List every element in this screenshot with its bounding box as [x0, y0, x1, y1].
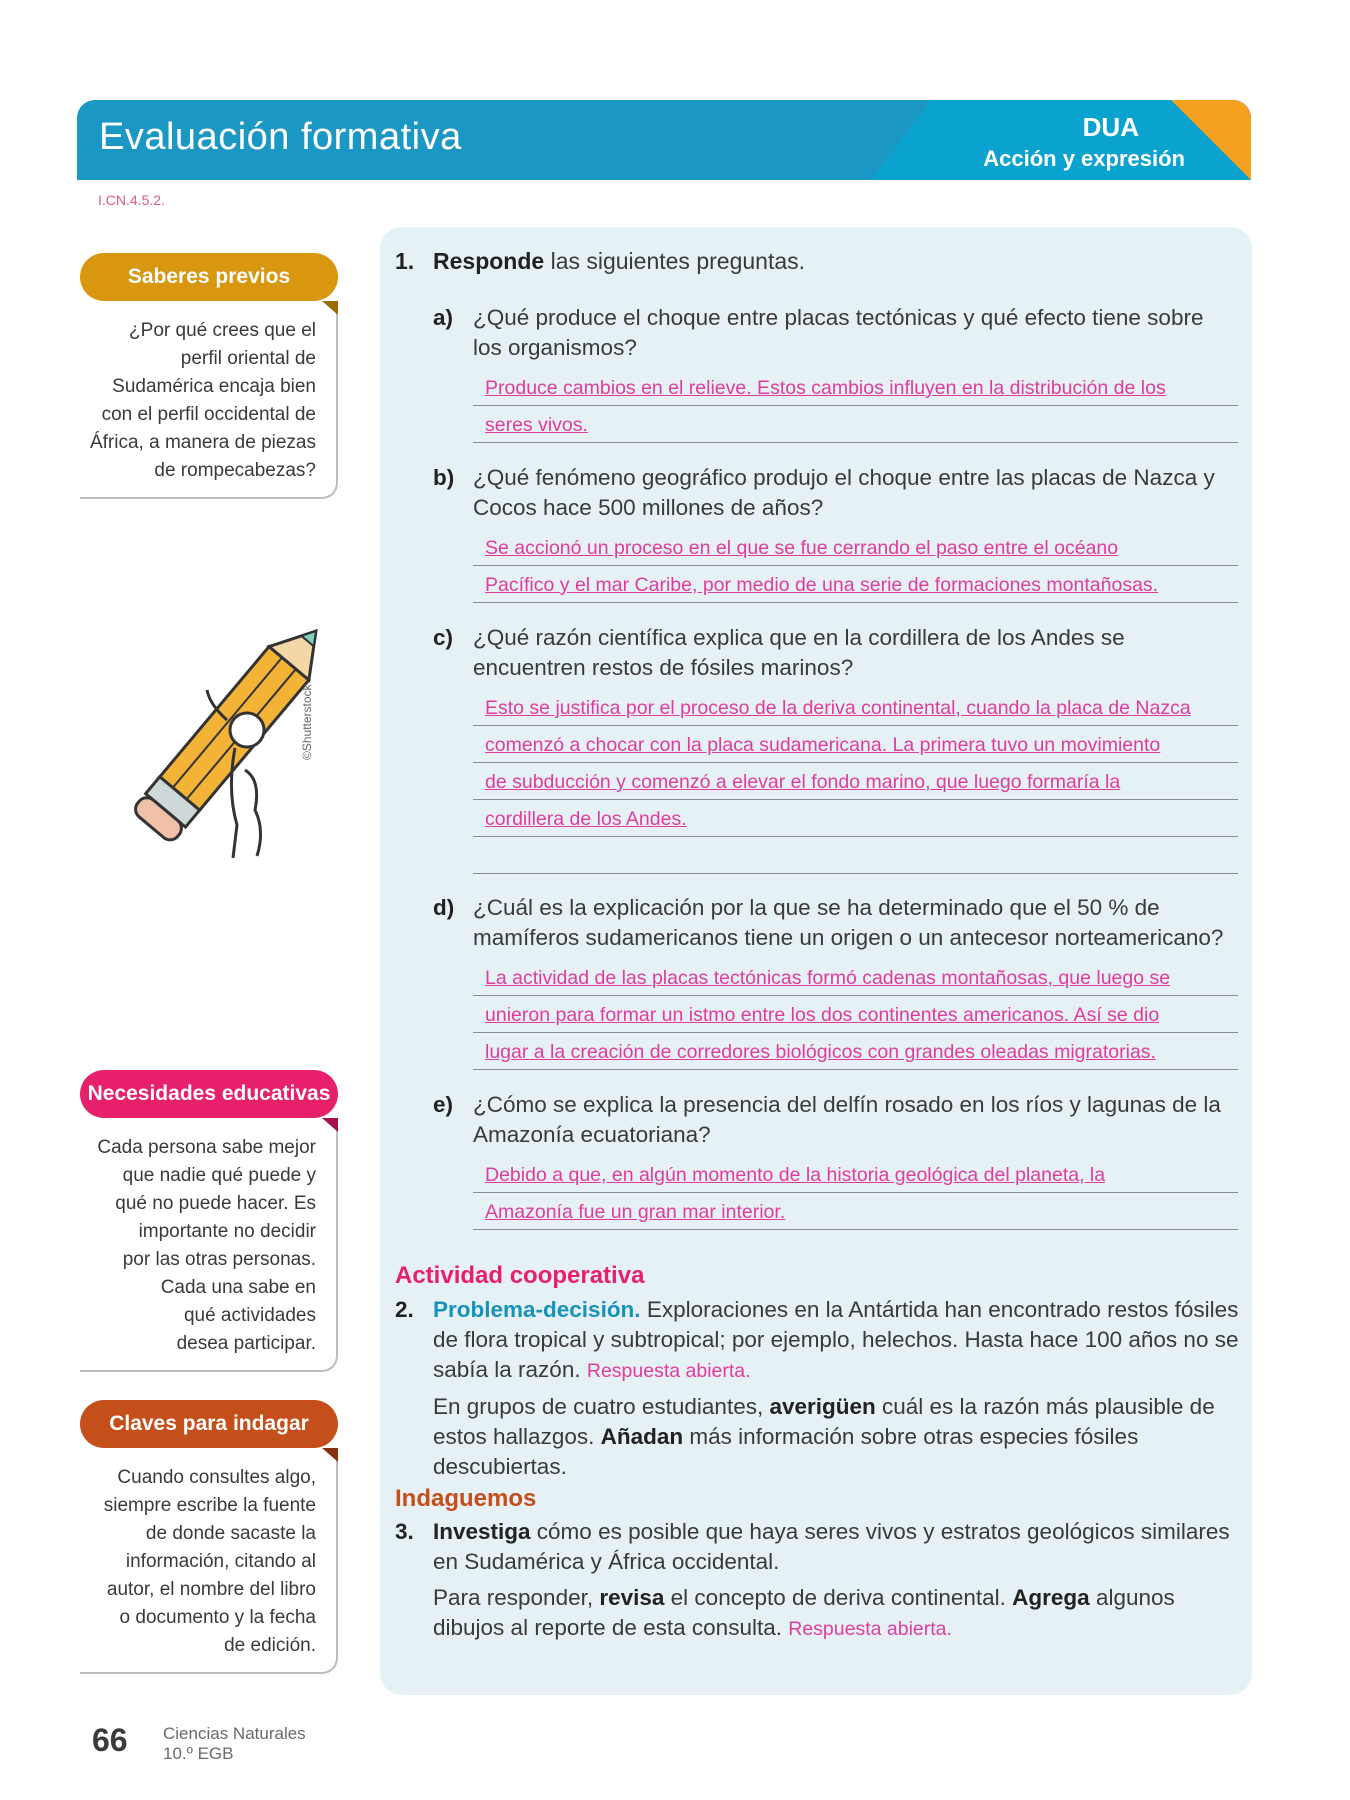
answer-line: Debido a que, en algún momento de la historia geológica del planeta, la	[473, 1156, 1238, 1193]
pencil-person-illustration	[115, 620, 330, 870]
dua-subtitle: Acción y expresión	[983, 146, 1185, 171]
claves-para-indagar-box	[80, 1400, 338, 1674]
answer-line: lugar a la creación de corredores biológicos con grandes oleadas migratorias.	[473, 1033, 1238, 1070]
indicator-code: I.CN.4.5.2.	[98, 192, 165, 208]
answer-line: Se accionó un proceso en el que se fue cerrando el paso entre el océano	[473, 529, 1238, 566]
question-a: a) ¿Qué produce el choque entre placas tectónicas y qué efecto tiene sobre los organismos? Produce cambios en el relieve. Estos cambios influyen en la distribución de los seres vivos.	[433, 303, 1238, 443]
question-d: d) ¿Cuál es la explicación por la que se ha determinado que el 50 % de mamíferos sudamericanos tiene un origen o un antecesor norteamericano? La actividad de las placas tectónicas formó cadenas montañosas, que luego se unieron para formar un istmo entre los dos continentes americanos. Así se dio lugar a la creación de corredores biológicos con grandes oleadas migratorias.	[433, 893, 1238, 1070]
answer-line: Pacífico y el mar Caribe, por medio de una serie de formaciones montañosas.	[473, 566, 1238, 603]
question-2: 2. Problema-decisión. Exploraciones en la Antártida han encontrado restos fósiles de flora tropical y subtropical; por ejemplo, helechos. Hasta hace 100 años no se sabía la razón. Respuesta abierta. En grupos de cuatro estudiantes, averigüen cuál es la razón más plausible de estos hallazgos. Añadan más información sobre otras especies fósiles descubiertas.	[395, 1297, 1239, 1479]
saberes-previos-box	[80, 253, 338, 499]
question-b: b) ¿Qué fenómeno geográfico produjo el choque entre las placas de Nazca y Cocos hace 500 millones de años? Se accionó un proceso en el que se fue cerrando el paso entre el océano Pacífico y el mar Caribe, por medio de una serie de formaciones montañosas.	[433, 463, 1238, 603]
answer-text: Respuesta abierta.	[586, 1360, 751, 1382]
claves-para-indagar-title: Claves para indagar	[80, 1400, 338, 1448]
indaguemos-heading: Indaguemos	[395, 1485, 537, 1512]
necesidades-educativas-title: Necesidades educativas	[80, 1070, 338, 1118]
answer-line: unieron para formar un istmo entre los dos continentes americanos. Así se dio	[473, 996, 1238, 1033]
page-number: 66	[92, 1722, 128, 1758]
question-3: 3. Investiga cómo es posible que haya seres vivos y estratos geológicos similares en Sudamérica y África occidental. Para responder, revisa el concepto de deriva continental. Agrega algunos dibujos al reporte de esta consulta. Respuesta abierta.	[395, 1519, 1230, 1640]
page-title: Evaluación formativa	[99, 116, 462, 158]
saberes-previos-title: Saberes previos	[80, 253, 338, 301]
answer-line: Esto se justifica por el proceso de la deriva continental, cuando la placa de Nazca	[473, 689, 1238, 726]
footer-subject: Ciencias Naturales 10.º EGB	[163, 1724, 306, 1763]
answer-line: La actividad de las placas tectónicas formó cadenas montañosas, que luego se	[473, 959, 1238, 996]
saberes-previos-text: ¿Por qué crees que el perfil oriental de Sudamérica encaja bien con el perfil occidental de África, a manera de piezas de rompecabezas?	[80, 301, 338, 499]
question-c: c) ¿Qué razón científica explica que en la cordillera de los Andes se encuentren restos de fósiles marinos? Esto se justifica por el proceso de la deriva continental, cuando la placa de Nazca comenzó a chocar con la placa sudamericana. La primera tuvo un movimiento de subducción y comenzó a elevar el fondo marino, que luego formaría la cordillera de los Andes.	[433, 623, 1238, 874]
answer-line: seres vivos.	[473, 406, 1238, 443]
answer-line: Produce cambios en el relieve. Estos cambios influyen en la distribución de los	[473, 369, 1238, 406]
question-e: e) ¿Cómo se explica la presencia del delfín rosado en los ríos y lagunas de la Amazonía ecuatoriana? Debido a que, en algún momento de la historia geológica del planeta, la Amazonía fue un gran mar interior.	[433, 1090, 1238, 1230]
answer-line: Amazonía fue un gran mar interior.	[473, 1193, 1238, 1230]
dua-label: DUA	[1082, 112, 1139, 142]
answer-line	[473, 837, 1238, 874]
answer-line: cordillera de los Andes.	[473, 800, 1238, 837]
header-band	[77, 100, 1251, 180]
actividad-cooperativa-heading: Actividad cooperativa	[395, 1262, 645, 1289]
answer-text: Respuesta abierta.	[788, 1618, 952, 1640]
image-credit: ©Shutterstock	[300, 684, 314, 760]
necesidades-educativas-box	[80, 1070, 338, 1372]
claves-para-indagar-text: Cuando consultes algo, siempre escribe la fuente de donde sacaste la información, citando al autor, el nombre del libro o documento y la fecha de edición.	[80, 1448, 338, 1674]
necesidades-educativas-text: Cada persona sabe mejor que nadie qué puede y qué no puede hacer. Es importante no decidir por las otras personas. Cada una sabe en qué actividades desea participar.	[80, 1118, 338, 1372]
answer-line: comenzó a chocar con la placa sudamericana. La primera tuvo un movimiento	[473, 726, 1238, 763]
question-1-heading: 1. Responde las siguientes preguntas.	[395, 248, 806, 274]
answer-line: de subducción y comenzó a elevar el fondo marino, que luego formaría la	[473, 763, 1238, 800]
